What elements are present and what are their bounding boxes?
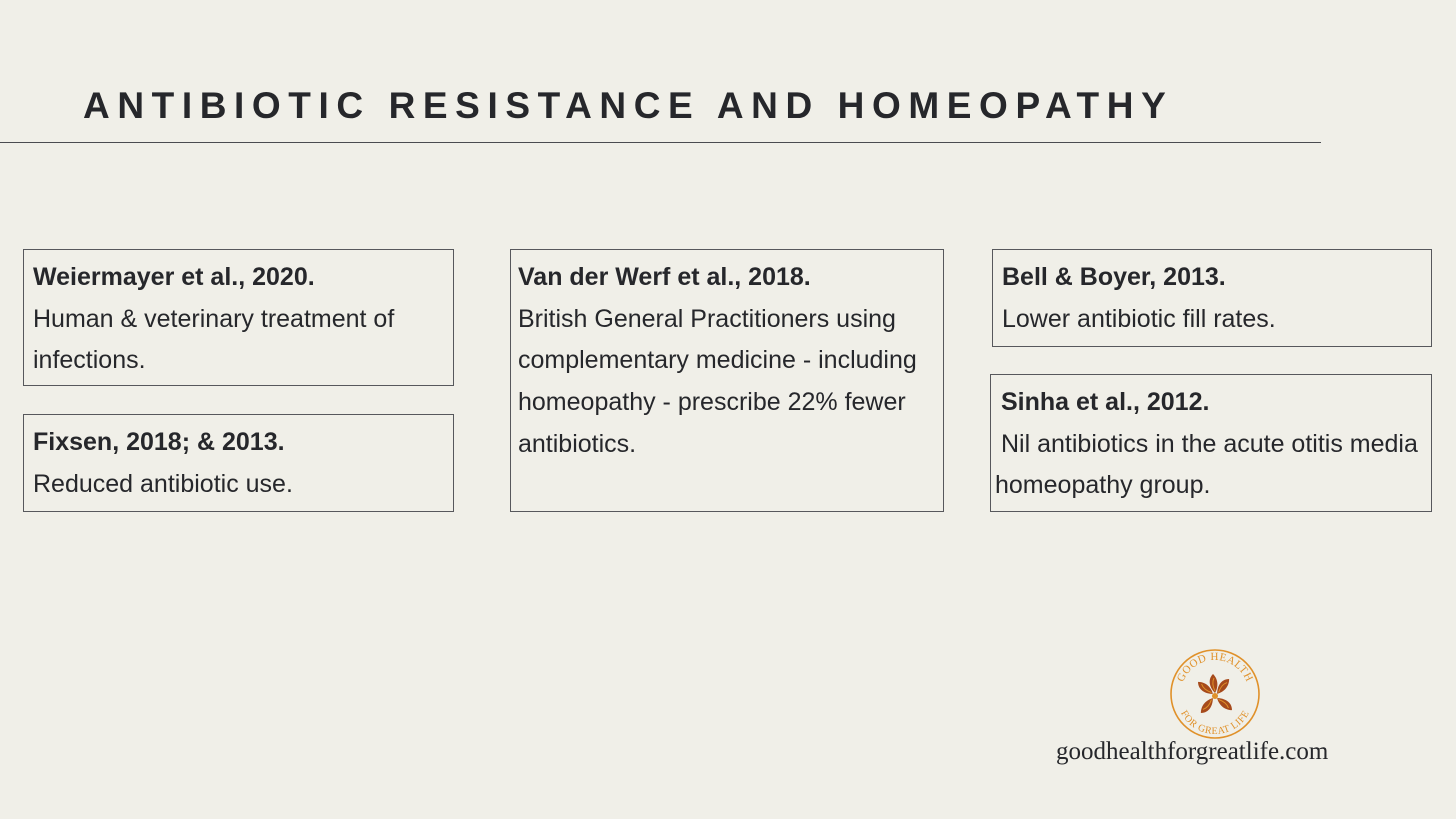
study-card-weiermayer (23, 249, 454, 386)
study-description: Reduced antibiotic use. (33, 469, 293, 498)
study-citation: Weiermayer et al., 2020. (33, 263, 315, 291)
logo-text-bottom: FOR GREAT LIFE (1178, 708, 1252, 738)
study-description: Nil antibiotics in the acute otitis media homeopathy group. (995, 429, 1418, 500)
study-citation: Bell & Boyer, 2013. (1002, 263, 1226, 291)
study-card-bell-boyer (992, 249, 1432, 347)
logo-text-top: GOOD HEALTH (1174, 650, 1256, 684)
study-card-fixsen (23, 414, 454, 512)
leaf-flower-icon (1167, 646, 1263, 742)
study-card-van-der-werf (510, 249, 944, 512)
study-description: Lower antibiotic fill rates. (1002, 304, 1276, 333)
title-divider (0, 142, 1321, 143)
study-description: Human & veterinary treatment of infections. (33, 304, 395, 375)
website-url: goodhealthforgreatlife.com (1056, 738, 1329, 765)
study-citation: Van der Werf et al., 2018. (518, 263, 811, 291)
page-title: ANTIBIOTIC RESISTANCE AND HOMEOPATHY (83, 85, 1174, 126)
study-card-sinha (990, 374, 1432, 512)
study-description: British General Practitioners using complementary medicine - including homeopathy - prescribe 22% fewer antibiotics. (518, 304, 917, 458)
brand-logo (1167, 646, 1263, 742)
svg-text:FOR GREAT LIFE (1178, 709, 1252, 737)
study-citation: Fixsen, 2018; & 2013. (33, 428, 285, 456)
study-citation: Sinha et al., 2012. (1001, 388, 1210, 416)
